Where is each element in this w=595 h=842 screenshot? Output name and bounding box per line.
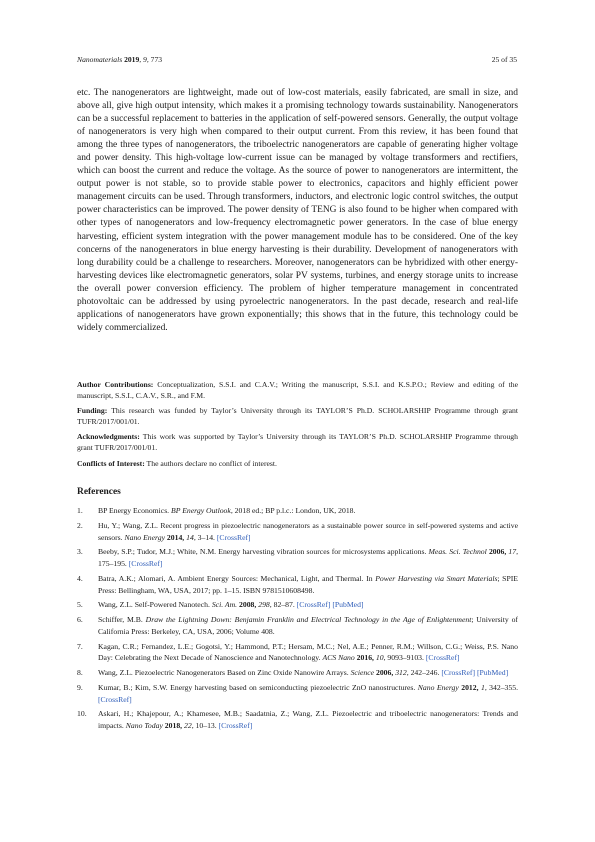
reference-source: Draw the Lightning Down: Benjamin Franklin and Electrical Technology in the Age of Enlightenment <box>145 615 472 625</box>
author-contributions-text: Conceptualization, S.S.I. and C.A.V.; Writing the manuscript, S.S.I. and K.S.P.O.; Review and editing of the manuscript, S.S.I., C.A.V., S.R., and F.M. <box>77 380 519 400</box>
article-number: 773 <box>150 55 163 64</box>
reference-pages: , 9093–9103. <box>383 653 426 663</box>
funding-text: This research was funded by Taylor’s University through its TAYLOR’S Ph.D. SCHOLARSHIP Programme through grant TUFR/2017/001/01. <box>77 406 518 426</box>
reference-item <box>77 573 518 596</box>
reference-pages: , 175–195. <box>98 547 519 568</box>
reference-volume: 298 <box>258 600 270 610</box>
reference-volume: 1 <box>480 682 485 692</box>
reference-number: 9. <box>77 682 83 692</box>
reference-volume: 14 <box>186 532 194 542</box>
reference-pages: , 3–14. <box>193 532 217 542</box>
reference-volume: 312 <box>395 668 407 678</box>
reference-source: Nano Today <box>125 721 163 731</box>
reference-number: 5. <box>77 600 83 610</box>
reference-text: Batra, A.K.; Alomari, A. Ambient Energy Sources: Mechanical, Light, and Thermal. In <box>98 573 376 583</box>
reference-text: Wang, Z.L. Self-Powered Nanotech. <box>98 600 212 610</box>
reference-source: Nano Energy <box>417 682 459 692</box>
reference-item <box>77 641 518 664</box>
journal-volume: 9 <box>143 55 147 64</box>
reference-source: Science <box>350 668 375 678</box>
reference-item <box>77 505 518 517</box>
reference-year: 2018, <box>162 721 184 731</box>
conclusion-paragraph: etc. The nanogenerators are lightweight, made out of low-cost materials, easily fabricated, are small in size, and above all, give high output intensity, which makes it a promising technology towards sustainability. Nanogenerators can be a successful replacement to batteries in the application of self-powered sensors. Generally, the output voltage of nanogenerators is very high when compared to their output current. From this review, it has been found that among the three types of nanogenerators, the triboelectric nanogenerators are capable of generating higher voltage and power density. This high-voltage low-current issue can be managed by voltage transformers and rectifiers, which can boost the current and reduce the voltage. As the source of power to nanogenerators are intermittent, the output power is not stable, so to provide stable power to electronics, capacitors and highly efficient power management circuits can be used. Through transformers, inductors, and electronic logic control switches, the output power characteristics can be improved. The power density of TENG is also found to be higher when compared with other types of nanogenerators and low-frequency electromagnetic power generators. In the case of blue energy harvesting, efficient system integration with the power management module has to be considered. One of the key concerns of the nanogenerators in blue energy harvesting is their durability. Development of nanogenerators with long durability could be a challenge to researchers. Moreover, nanogenerators can be hybridized with other energy-harvesting devices like electromagnetic generators, solar PV systems, turbines, and energy storage units to increase the overall power conversion efficiency. The problem of higher temperature management in concentrated photovoltaic can be addressed by using pyroelectric nanogenerators. In the past decade, research and real-life applications of nanogenerators have grown exponentially; this shows that in the future, this technology could be widely commercialized. <box>77 88 518 333</box>
reference-text-cont: ; University of California Press: Berkeley, CA, USA, 2006; Volume 408. <box>98 615 518 636</box>
reference-volume: 10 <box>375 653 384 663</box>
reference-source: ACS Nano <box>322 653 355 663</box>
reference-text: BP Energy Economics. <box>98 506 172 515</box>
reference-pages: , 82–87. <box>269 600 297 610</box>
crossref-pubmed-links[interactable]: [CrossRef] [PubMed] <box>441 668 509 678</box>
reference-number: 10. <box>77 709 87 719</box>
reference-list <box>77 505 518 735</box>
crossref-link[interactable]: [CrossRef] <box>216 532 251 542</box>
author-contributions-label: Author Contributions: <box>77 380 154 389</box>
reference-year: 2006, <box>486 547 509 557</box>
reference-volume: 17 <box>508 547 517 557</box>
journal-year: 2019 <box>124 55 140 64</box>
reference-item <box>77 667 518 679</box>
conflicts-label: Conflicts of Interest: <box>77 459 145 468</box>
reference-number: 8. <box>77 668 83 678</box>
reference-item <box>77 614 518 637</box>
reference-item <box>77 520 518 543</box>
reference-item <box>77 682 518 705</box>
reference-number: 4. <box>77 573 83 583</box>
reference-year: 2008, <box>237 600 259 610</box>
page-number: 25 of 35 <box>491 55 517 64</box>
reference-source: Sci. Am. <box>211 600 238 610</box>
reference-year: 2012, <box>458 682 481 692</box>
journal-citation: Nanomaterials 2019, 9, 773 <box>77 55 163 64</box>
acknowledgments <box>77 432 518 453</box>
reference-item <box>77 599 518 611</box>
reference-text-cont: , 2018 ed.; BP p.l.c.: London, UK, 2018. <box>230 506 356 515</box>
crossref-pubmed-links[interactable]: [CrossRef] [PubMed] <box>296 600 364 610</box>
acknowledgments-label: Acknowledgments: <box>77 432 140 441</box>
reference-text: Askari, H.; Khajepour, A.; Khamesee, M.B.; Saadatnia, Z.; Wang, Z.L. Piezoelectric and triboelectric nanogenerators: Trends and impacts. <box>98 709 518 731</box>
reference-text: Beeby, S.P.; Tudor, M.J.; White, N.M. Energy harvesting vibration sources for microsystems applications. <box>98 547 429 557</box>
reference-number: 2. <box>77 520 83 530</box>
reference-text-cont: ; SPIE Press: Bellingham, WA, USA, 2017; pp. 1–15. ISBN 9781510608498. <box>98 573 518 595</box>
reference-item <box>77 708 518 731</box>
reference-text: Wang, Z.L. Piezoelectric Nanogenerators Based on Zinc Oxide Nanowire Arrays. <box>98 668 351 678</box>
reference-volume: 22 <box>184 721 192 731</box>
reference-text: Schiffer, M.B. <box>98 615 146 625</box>
conflicts-text: The authors declare no conflict of interest. <box>146 459 277 468</box>
conflicts-of-interest <box>77 459 518 470</box>
funding-statement <box>77 406 518 427</box>
reference-pages: , 342–355. <box>484 682 519 692</box>
reference-number: 1. <box>77 506 83 515</box>
reference-source: Power Harvesting via Smart Materials <box>375 573 498 583</box>
reference-source: BP Energy Outlook <box>171 506 231 515</box>
reference-text: Kumar, B.; Kim, S.W. Energy harvesting based on semiconducting piezoelectric ZnO nanostructures. <box>98 682 418 692</box>
reference-text: Hu, Y.; Wang, Z.L. Recent progress in piezoelectric nanogenerators as a sustainable power source in self-powered systems and active sensors. <box>98 520 518 542</box>
reference-pages: , 242–246. <box>406 668 442 678</box>
crossref-link[interactable]: [CrossRef] <box>218 721 253 731</box>
reference-source: Meas. Sci. Technol <box>428 547 487 557</box>
acknowledgments-text: This work was supported by Taylor’s University through its TAYLOR’S Ph.D. SCHOLARSHIP Programme through grant TUFR/2017/001/01. <box>77 432 518 452</box>
crossref-link[interactable]: [CrossRef] <box>128 559 163 568</box>
reference-year: 2006, <box>374 668 396 678</box>
reference-pages: , 10–13. <box>191 721 219 731</box>
running-header <box>77 55 517 67</box>
reference-year: 2014, <box>164 532 187 542</box>
crossref-link[interactable]: [CrossRef] <box>425 653 460 663</box>
reference-text: Kagan, C.R.; Fernandez, L.E.; Gogotsi, Y.; Hammond, P.T.; Hersam, M.C.; Nel, A.E.; Penner, R.M.; Willson, C.G.; Weiss, P.S. Nano Day: Celebrating the Next Decade of Nanoscience and Nanotechnology. <box>98 641 518 663</box>
journal-name: Nanomaterials <box>77 55 123 64</box>
author-contributions <box>77 380 518 401</box>
reference-number: 7. <box>77 641 83 651</box>
references-heading: References <box>77 487 121 497</box>
reference-number: 3. <box>77 547 83 557</box>
crossref-link[interactable]: [CrossRef] <box>98 694 132 704</box>
reference-source: Nano Energy <box>124 532 165 542</box>
reference-number: 6. <box>77 615 83 625</box>
reference-year: 2016, <box>354 653 376 663</box>
funding-label: Funding: <box>77 406 108 415</box>
reference-item <box>77 546 518 569</box>
